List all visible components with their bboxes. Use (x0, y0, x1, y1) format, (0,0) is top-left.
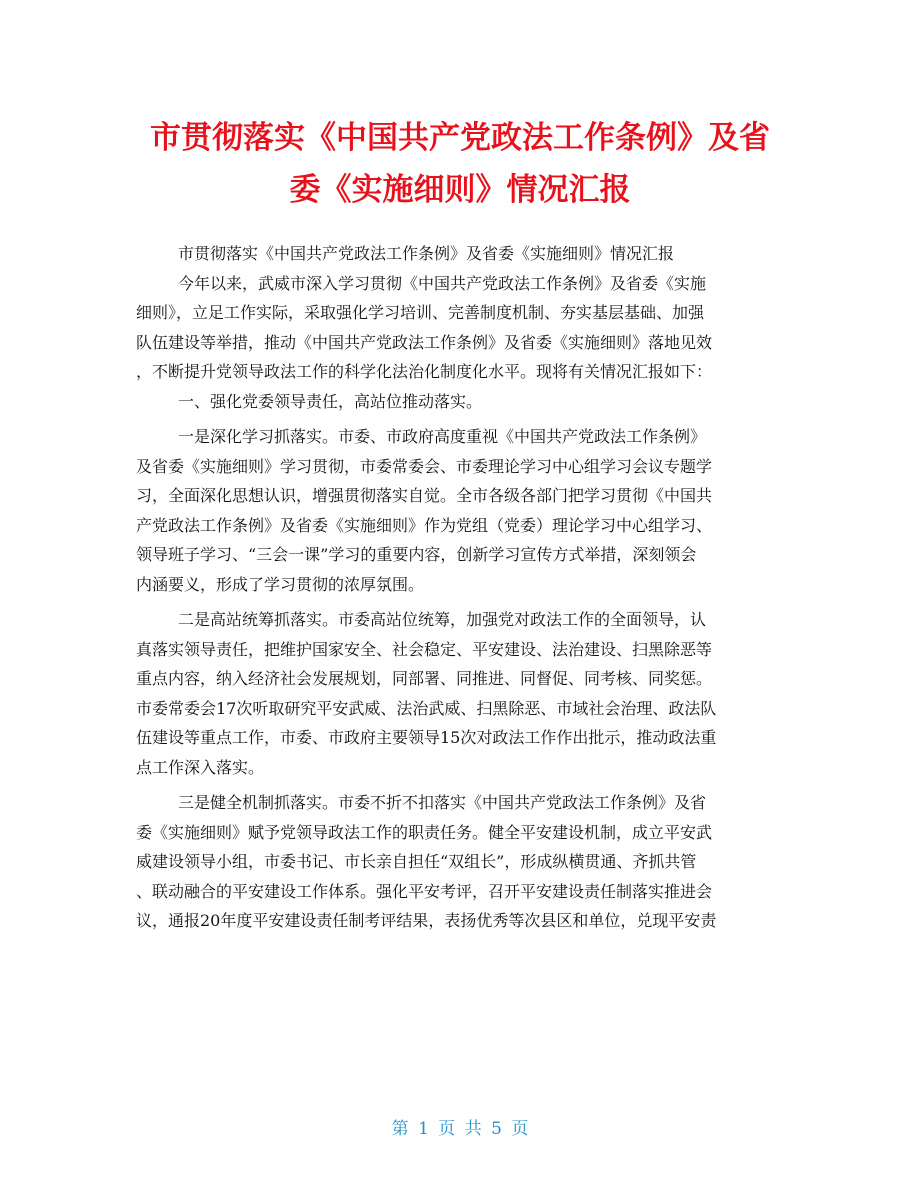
paragraph-line: 伍建设等重点工作，市委、市政府主要领导15次对政法工作作出批示，推动政法重 (136, 728, 717, 747)
page-footer: 第 1 页 共 5 页 (391, 1119, 529, 1139)
paragraph-line: 市贯彻落实《中国共产党政法工作条例》及省委《实施细则》情况汇报 (178, 244, 675, 263)
paragraph-line: 二是高站统筹抓落实。市委高站位统筹，加强党对政法工作的全面领导，认 (178, 610, 707, 629)
paragraph (136, 269, 788, 387)
paragraph (136, 239, 788, 269)
paragraph-line: 点工作深入落实。 (136, 757, 265, 777)
document-body (136, 239, 788, 936)
paragraph-line: 重点内容，纳入经济社会发展规划，同部署、同推进、同督促、同考核、同奖惩。 (136, 669, 713, 688)
paragraph-line: 议，通报20年度平安建设责任制考评结果，表扬优秀等次县区和单位，兑现平安责 (136, 911, 717, 930)
paragraph-line: 领导班子学习、“三会一课”学习的重要内容，创新学习宣传方式举措，深刻领会 (136, 545, 697, 564)
paragraph-line: 威建设领导小组，市委书记、市长亲自担任“双组长”，形成纵横贯通、齐抓共管 (136, 852, 697, 871)
title-line: 市贯彻落实《中国共产党政法工作条例》及省 (150, 120, 770, 156)
paragraph-line: 细则》，立足工作实际，采取强化学习培训、完善制度机制、夯实基层基础、加强 (136, 303, 705, 322)
paragraph-line: 及省委《实施细则》学习贯彻，市委常委会、市委理论学习中心组学习会议专题学 (136, 456, 713, 476)
paragraph-line: 一是深化学习抓落实。市委、市政府高度重视《中国共产党政法工作条例》 (178, 427, 707, 446)
paragraph-line: 市委常委会17次听取研究平安武威、法治武威、扫黑除恶、市域社会治理、政法队 (136, 698, 717, 718)
paragraph-line: 委《实施细则》赋予党领导政法工作的职责任务。健全平安建设机制，成立平安武 (136, 822, 713, 842)
title-line: 委《实施细则》情况汇报 (289, 172, 631, 208)
paragraph-line: 习，全面深化思想认识，增强贯彻落实自觉。全市各级各部门把学习贯彻《中国共 (136, 486, 713, 505)
paragraph-line: 今年以来，武威市深入学习贯彻《中国共产党政法工作条例》及省委《实施 (178, 273, 707, 293)
paragraph-line: 队伍建设等举措，推动《中国共产党政法工作条例》及省委《实施细则》落地见效 (136, 332, 713, 352)
paragraph-line: 产党政法工作条例》及省委《实施细则》作为党组（党委）理论学习中心组学习、 (136, 515, 713, 535)
paragraph-line: 真落实领导责任，把维护国家安全、社会稳定、平安建设、法治建设、扫黑除恶等 (136, 639, 713, 659)
paragraph-line: 、联动融合的平安建设工作体系。强化平安考评，召开平安建设责任制落实推进会 (136, 881, 713, 901)
paragraph (136, 387, 788, 417)
paragraph (136, 422, 788, 599)
paragraph (136, 605, 788, 782)
paragraph-line: 一、强化党委领导责任，高站位推动落实。 (178, 391, 483, 411)
paragraph (136, 788, 788, 936)
paragraph-line: ，不断提升党领导政法工作的科学化法治化制度化水平。现将有关情况汇报如下： (136, 362, 713, 381)
document-title (120, 112, 800, 216)
paragraph-line: 三是健全机制抓落实。市委不折不扣落实《中国共产党政法工作条例》及省 (178, 793, 707, 812)
paragraph-line: 内涵要义，形成了学习贯彻的浓厚氛围。 (136, 574, 425, 594)
